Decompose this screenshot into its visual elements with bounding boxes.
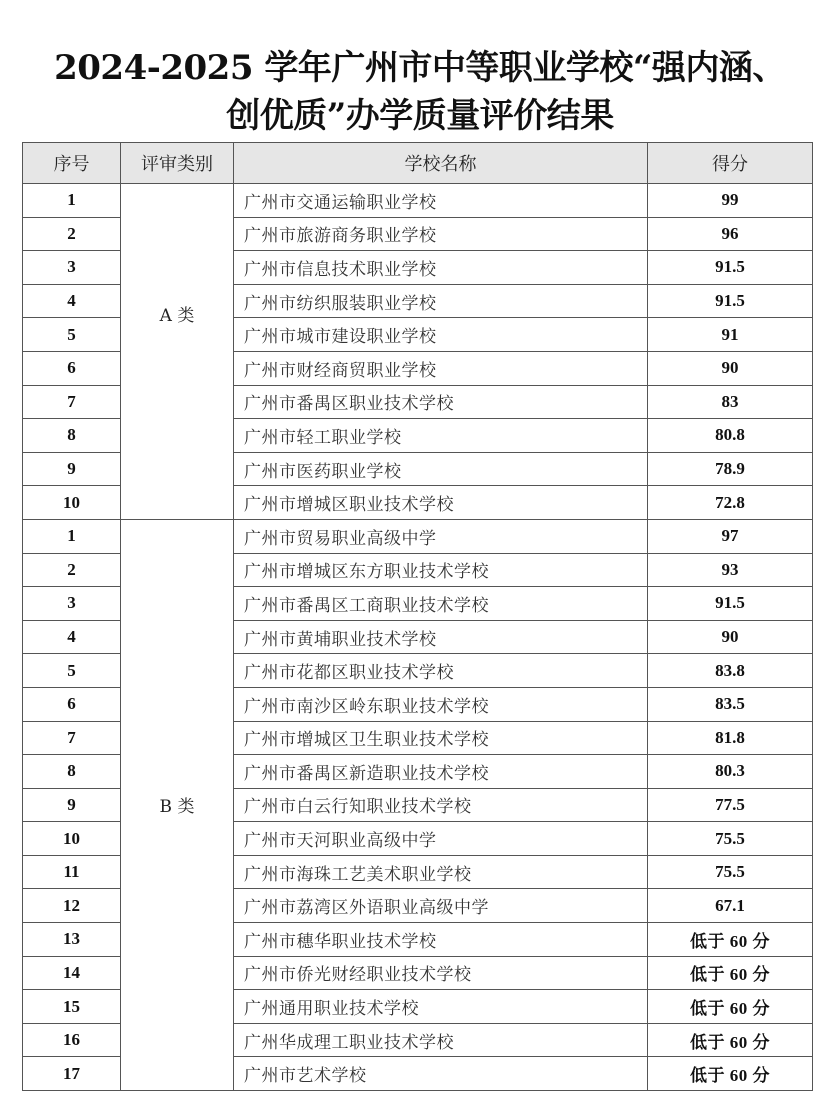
row-index: 13: [23, 923, 121, 957]
header-score: 得分: [648, 143, 813, 184]
row-index: 17: [23, 1057, 121, 1091]
score-value: 80.3: [648, 755, 813, 789]
row-index: 16: [23, 1023, 121, 1057]
row-index: 6: [23, 687, 121, 721]
row-index: 5: [23, 654, 121, 688]
score-value: 低于 60 分: [648, 956, 813, 990]
score-value: 75.5: [648, 822, 813, 856]
school-name: 广州市贸易职业高级中学: [234, 519, 648, 553]
row-index: 7: [23, 721, 121, 755]
school-name: 广州市轻工职业学校: [234, 419, 648, 453]
row-index: 3: [23, 587, 121, 621]
score-value: 91.5: [648, 251, 813, 285]
row-index: 7: [23, 385, 121, 419]
row-index: 15: [23, 990, 121, 1024]
score-value: 77.5: [648, 788, 813, 822]
school-name: 广州市旅游商务职业学校: [234, 217, 648, 251]
school-name: 广州市番禺区新造职业技术学校: [234, 755, 648, 789]
category-cell: [121, 184, 234, 520]
table-header-row: [23, 143, 813, 184]
score-value: 83.5: [648, 687, 813, 721]
score-value: 低于 60 分: [648, 1057, 813, 1091]
school-name: 广州市天河职业高级中学: [234, 822, 648, 856]
row-index: 2: [23, 217, 121, 251]
row-index: 3: [23, 251, 121, 285]
score-value: 低于 60 分: [648, 1023, 813, 1057]
table-row: [23, 184, 813, 218]
school-name: 广州市艺术学校: [234, 1057, 648, 1091]
school-name: 广州市增城区职业技术学校: [234, 486, 648, 520]
header-category: 评审类别: [121, 143, 234, 184]
table-body: [23, 184, 813, 1091]
school-name: 广州市城市建设职业学校: [234, 318, 648, 352]
category-cell: [121, 519, 234, 1090]
row-index: 12: [23, 889, 121, 923]
table-row: [23, 519, 813, 553]
school-name: 广州市番禺区职业技术学校: [234, 385, 648, 419]
score-value: 83: [648, 385, 813, 419]
school-name: 广州市海珠工艺美术职业学校: [234, 855, 648, 889]
score-value: 83.8: [648, 654, 813, 688]
school-name: 广州市纺织服装职业学校: [234, 284, 648, 318]
row-index: 6: [23, 351, 121, 385]
score-value: 低于 60 分: [648, 923, 813, 957]
score-value: 91: [648, 318, 813, 352]
school-name: 广州市增城区东方职业技术学校: [234, 553, 648, 587]
school-name: 广州市侨光财经职业技术学校: [234, 956, 648, 990]
title-line-2: 创优质”办学质量评价结果: [226, 96, 614, 136]
results-table: [22, 142, 813, 1091]
row-index: 4: [23, 620, 121, 654]
score-value: 72.8: [648, 486, 813, 520]
row-index: 5: [23, 318, 121, 352]
score-value: 93: [648, 553, 813, 587]
score-value: 78.9: [648, 452, 813, 486]
row-index: 4: [23, 284, 121, 318]
category-label: B 类: [159, 797, 195, 818]
score-value: 81.8: [648, 721, 813, 755]
score-value: 低于 60 分: [648, 990, 813, 1024]
row-index: 1: [23, 519, 121, 553]
school-name: 广州通用职业技术学校: [234, 990, 648, 1024]
school-name: 广州市医药职业学校: [234, 452, 648, 486]
school-name: 广州市花都区职业技术学校: [234, 654, 648, 688]
score-value: 80.8: [648, 419, 813, 453]
header-index: 序号: [23, 143, 121, 184]
school-name: 广州市荔湾区外语职业高级中学: [234, 889, 648, 923]
score-value: 75.5: [648, 855, 813, 889]
school-name: 广州市增城区卫生职业技术学校: [234, 721, 648, 755]
score-value: 67.1: [648, 889, 813, 923]
row-index: 8: [23, 419, 121, 453]
score-value: 96: [648, 217, 813, 251]
school-name: 广州市财经商贸职业学校: [234, 351, 648, 385]
row-index: 9: [23, 452, 121, 486]
score-value: 99: [648, 184, 813, 218]
school-name: 广州市信息技术职业学校: [234, 251, 648, 285]
document-title: [0, 44, 840, 140]
row-index: 1: [23, 184, 121, 218]
row-index: 8: [23, 755, 121, 789]
title-line-1: 2024-2025 学年广州市中等职业学校“强内涵、: [54, 48, 786, 88]
school-name: 广州华成理工职业技术学校: [234, 1023, 648, 1057]
score-value: 90: [648, 620, 813, 654]
school-name: 广州市穗华职业技术学校: [234, 923, 648, 957]
school-name: 广州市白云行知职业技术学校: [234, 788, 648, 822]
row-index: 9: [23, 788, 121, 822]
row-index: 14: [23, 956, 121, 990]
school-name: 广州市南沙区岭东职业技术学校: [234, 687, 648, 721]
score-value: 91.5: [648, 587, 813, 621]
school-name: 广州市交通运输职业学校: [234, 184, 648, 218]
row-index: 10: [23, 822, 121, 856]
school-name: 广州市番禺区工商职业技术学校: [234, 587, 648, 621]
score-value: 97: [648, 519, 813, 553]
score-value: 91.5: [648, 284, 813, 318]
school-name: 广州市黄埔职业技术学校: [234, 620, 648, 654]
category-label: A 类: [159, 305, 195, 326]
score-value: 90: [648, 351, 813, 385]
header-school-name: 学校名称: [234, 143, 648, 184]
row-index: 11: [23, 855, 121, 889]
row-index: 10: [23, 486, 121, 520]
row-index: 2: [23, 553, 121, 587]
